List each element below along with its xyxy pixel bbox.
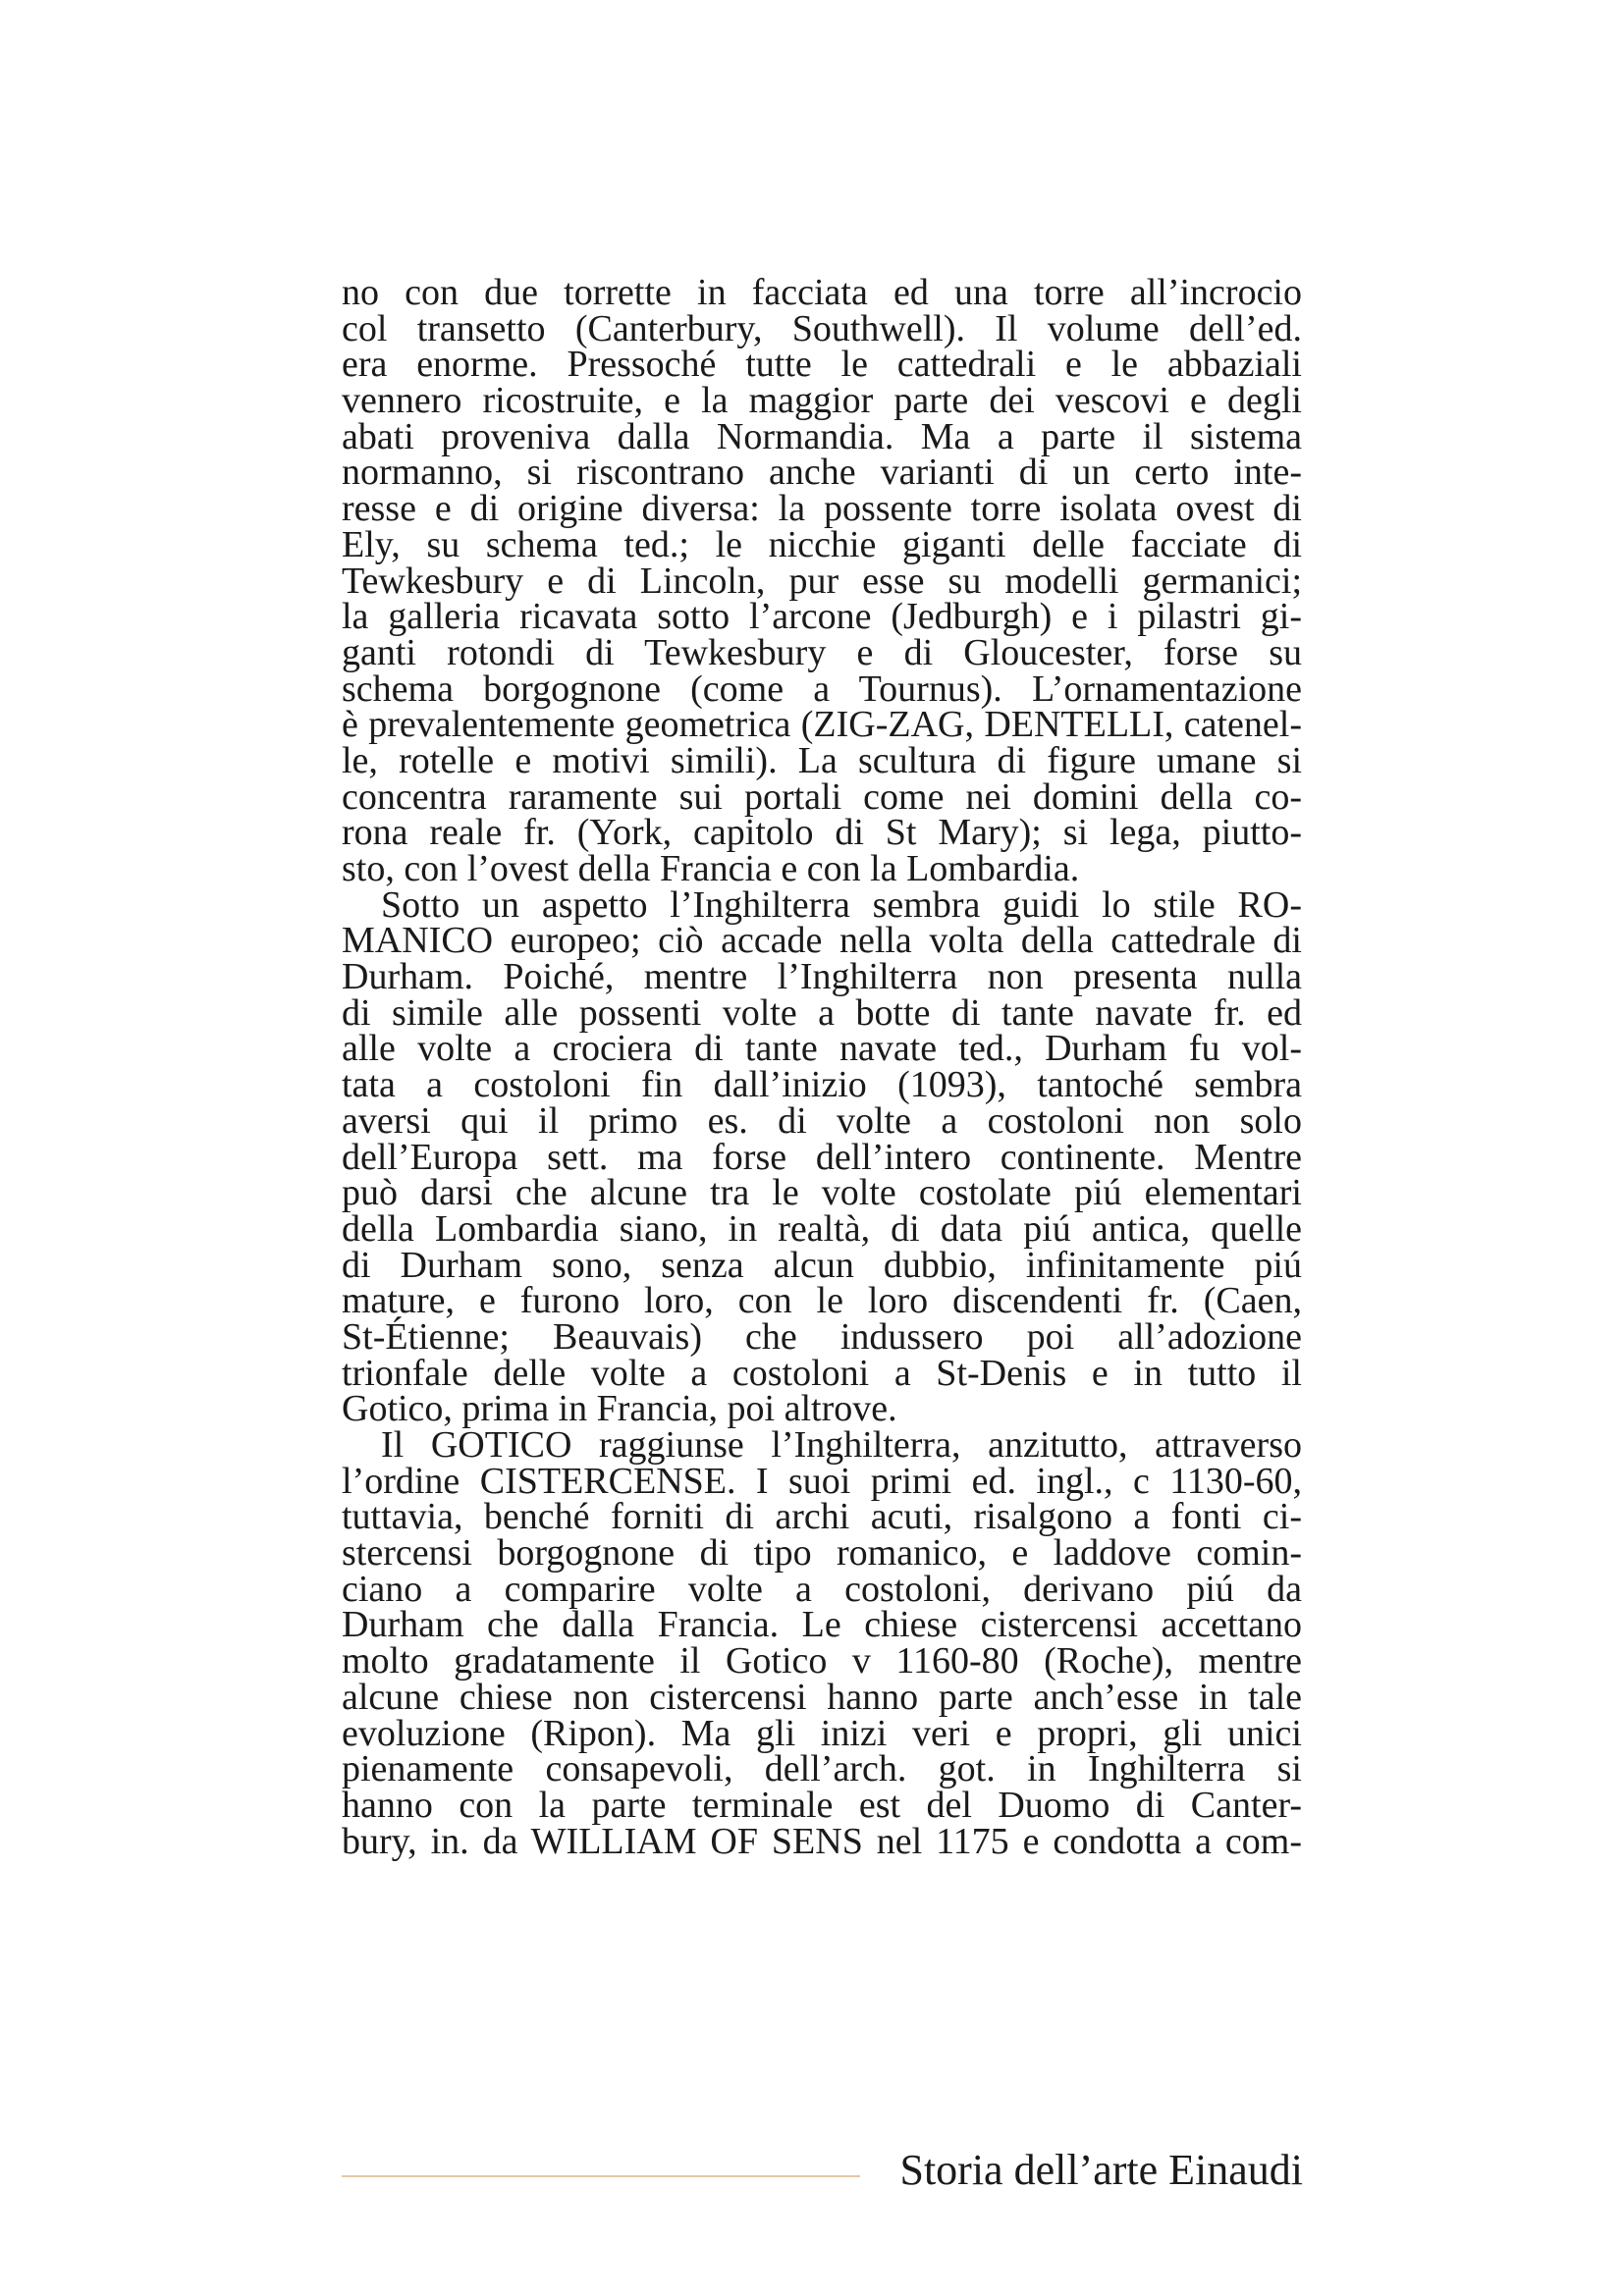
text-line: Durham che dalla Francia. Le chiese cistercensi accettano	[342, 1604, 1302, 1646]
text-line: è prevalentemente geometrica (ZIG-ZAG, DENTELLI, catenel-	[342, 704, 1302, 746]
main-text-column	[342, 272, 1302, 1862]
text-line: dell’Europa sett. ma forse dell’intero continente. Mentre	[342, 1136, 1302, 1178]
text-line: Gotico, prima in Francia, poi altrove.	[342, 1388, 897, 1430]
text-line: molto gradatamente il Gotico v 1160-80 (Roche), mentre	[342, 1640, 1302, 1682]
text-line: le, rotelle e motivi simili). La scultura di figure umane si	[342, 739, 1302, 781]
text-line: abati proveniva dalla Normandia. Ma a parte il sistema	[342, 415, 1302, 457]
text-line: sto, con l’ovest della Francia e con la Lombardia.	[342, 848, 1080, 889]
text-line: resse e di origine diversa: la possente torre isolata ovest di	[342, 488, 1302, 530]
text-line: ganti rotondi di Tewkesbury e di Gloucester, forse su	[342, 631, 1302, 673]
text-line: Durham. Poiché, mentre l’Inghilterra non presenta nulla	[342, 956, 1302, 998]
text-line: di simile alle possenti volte a botte di tante navate fr. ed	[342, 991, 1302, 1034]
text-line: di Durham sono, senza alcun dubbio, infinitamente piú	[342, 1244, 1302, 1286]
text-line: era enorme. Pressoché tutte le cattedrali e le abbaziali	[342, 344, 1302, 386]
text-line: della Lombardia siano, in realtà, di data piú antica, quelle	[342, 1207, 1302, 1250]
text-line: St-Étienne; Beauvais) che indussero poi all’adozione	[342, 1315, 1302, 1358]
text-line: rona reale fr. (York, capitolo di St Mary); si lega, piutto-	[342, 812, 1302, 854]
text-line: alle volte a crociera di tante navate ted., Durham fu vol-	[342, 1028, 1302, 1070]
text-line: stercensi borgognone di tipo romanico, e laddove comin-	[342, 1532, 1302, 1575]
text-line: trionfale delle volte a costoloni a St-Denis e in tutto il	[342, 1352, 1302, 1394]
text-line: MANICO europeo; ciò accade nella volta della cattedrale di	[342, 920, 1302, 962]
text-line: no con due torrette in facciata ed una torre all’incrocio	[342, 272, 1302, 313]
text-line: Ely, su schema ted.; le nicchie giganti delle facciate di	[342, 523, 1302, 565]
text-line: bury, in. da WILLIAM OF SENS nel 1175 e condotta a com-	[342, 1820, 1302, 1862]
paragraph-first-line: Sotto un aspetto l’Inghilterra sembra guidi lo stile RO-	[381, 883, 1302, 926]
text-line: Tewkesbury e di Lincoln, pur esse su modelli germanici;	[342, 560, 1302, 602]
text-line: evoluzione (Ripon). Ma gli inizi veri e propri, gli unici	[342, 1712, 1302, 1754]
footer-divider	[342, 2175, 860, 2177]
text-line: ciano a comparire volte a costoloni, derivano piú da	[342, 1568, 1302, 1610]
text-line: può darsi che alcune tra le volte costolate piú elementari	[342, 1172, 1302, 1214]
text-line: pienamente consapevoli, dell’arch. got. in Inghilterra si	[342, 1748, 1302, 1790]
text-line: hanno con la parte terminale est del Duomo di Canter-	[342, 1784, 1302, 1826]
text-line: l’ordine CISTERCENSE. I suoi primi ed. ingl., c 1130-60,	[342, 1460, 1302, 1502]
text-line: col transetto (Canterbury, Southwell). Il volume dell’ed.	[342, 307, 1302, 349]
text-line: schema borgognone (come a Tournus). L’ornamentazione	[342, 667, 1302, 710]
text-line: aversi qui il primo es. di volte a costoloni non solo	[342, 1099, 1302, 1142]
text-line: normanno, si riscontrano anche varianti di un certo inte-	[342, 452, 1302, 494]
text-line: mature, e furono loro, con le loro discendenti fr. (Caen,	[342, 1280, 1302, 1322]
paragraph-first-line: Il GOTICO raggiunse l’Inghilterra, anzitutto, attraverso	[381, 1424, 1302, 1466]
text-line: vennero ricostruite, e la maggior parte dei vescovi e degli	[342, 380, 1302, 422]
text-line: alcune chiese non cistercensi hanno parte anch’esse in tale	[342, 1676, 1302, 1718]
text-line: concentra raramente sui portali come nei domini della co-	[342, 775, 1302, 818]
text-line: la galleria ricavata sotto l’arcone (Jedburgh) e i pilastri gi-	[342, 596, 1302, 638]
footer-publication-title: Storia dell’arte Einaudi	[899, 2146, 1303, 2194]
text-line: tuttavia, benché forniti di archi acuti, risalgono a fonti ci-	[342, 1496, 1302, 1538]
text-line: tata a costoloni fin dall’inizio (1093), tantoché sembra	[342, 1064, 1302, 1106]
